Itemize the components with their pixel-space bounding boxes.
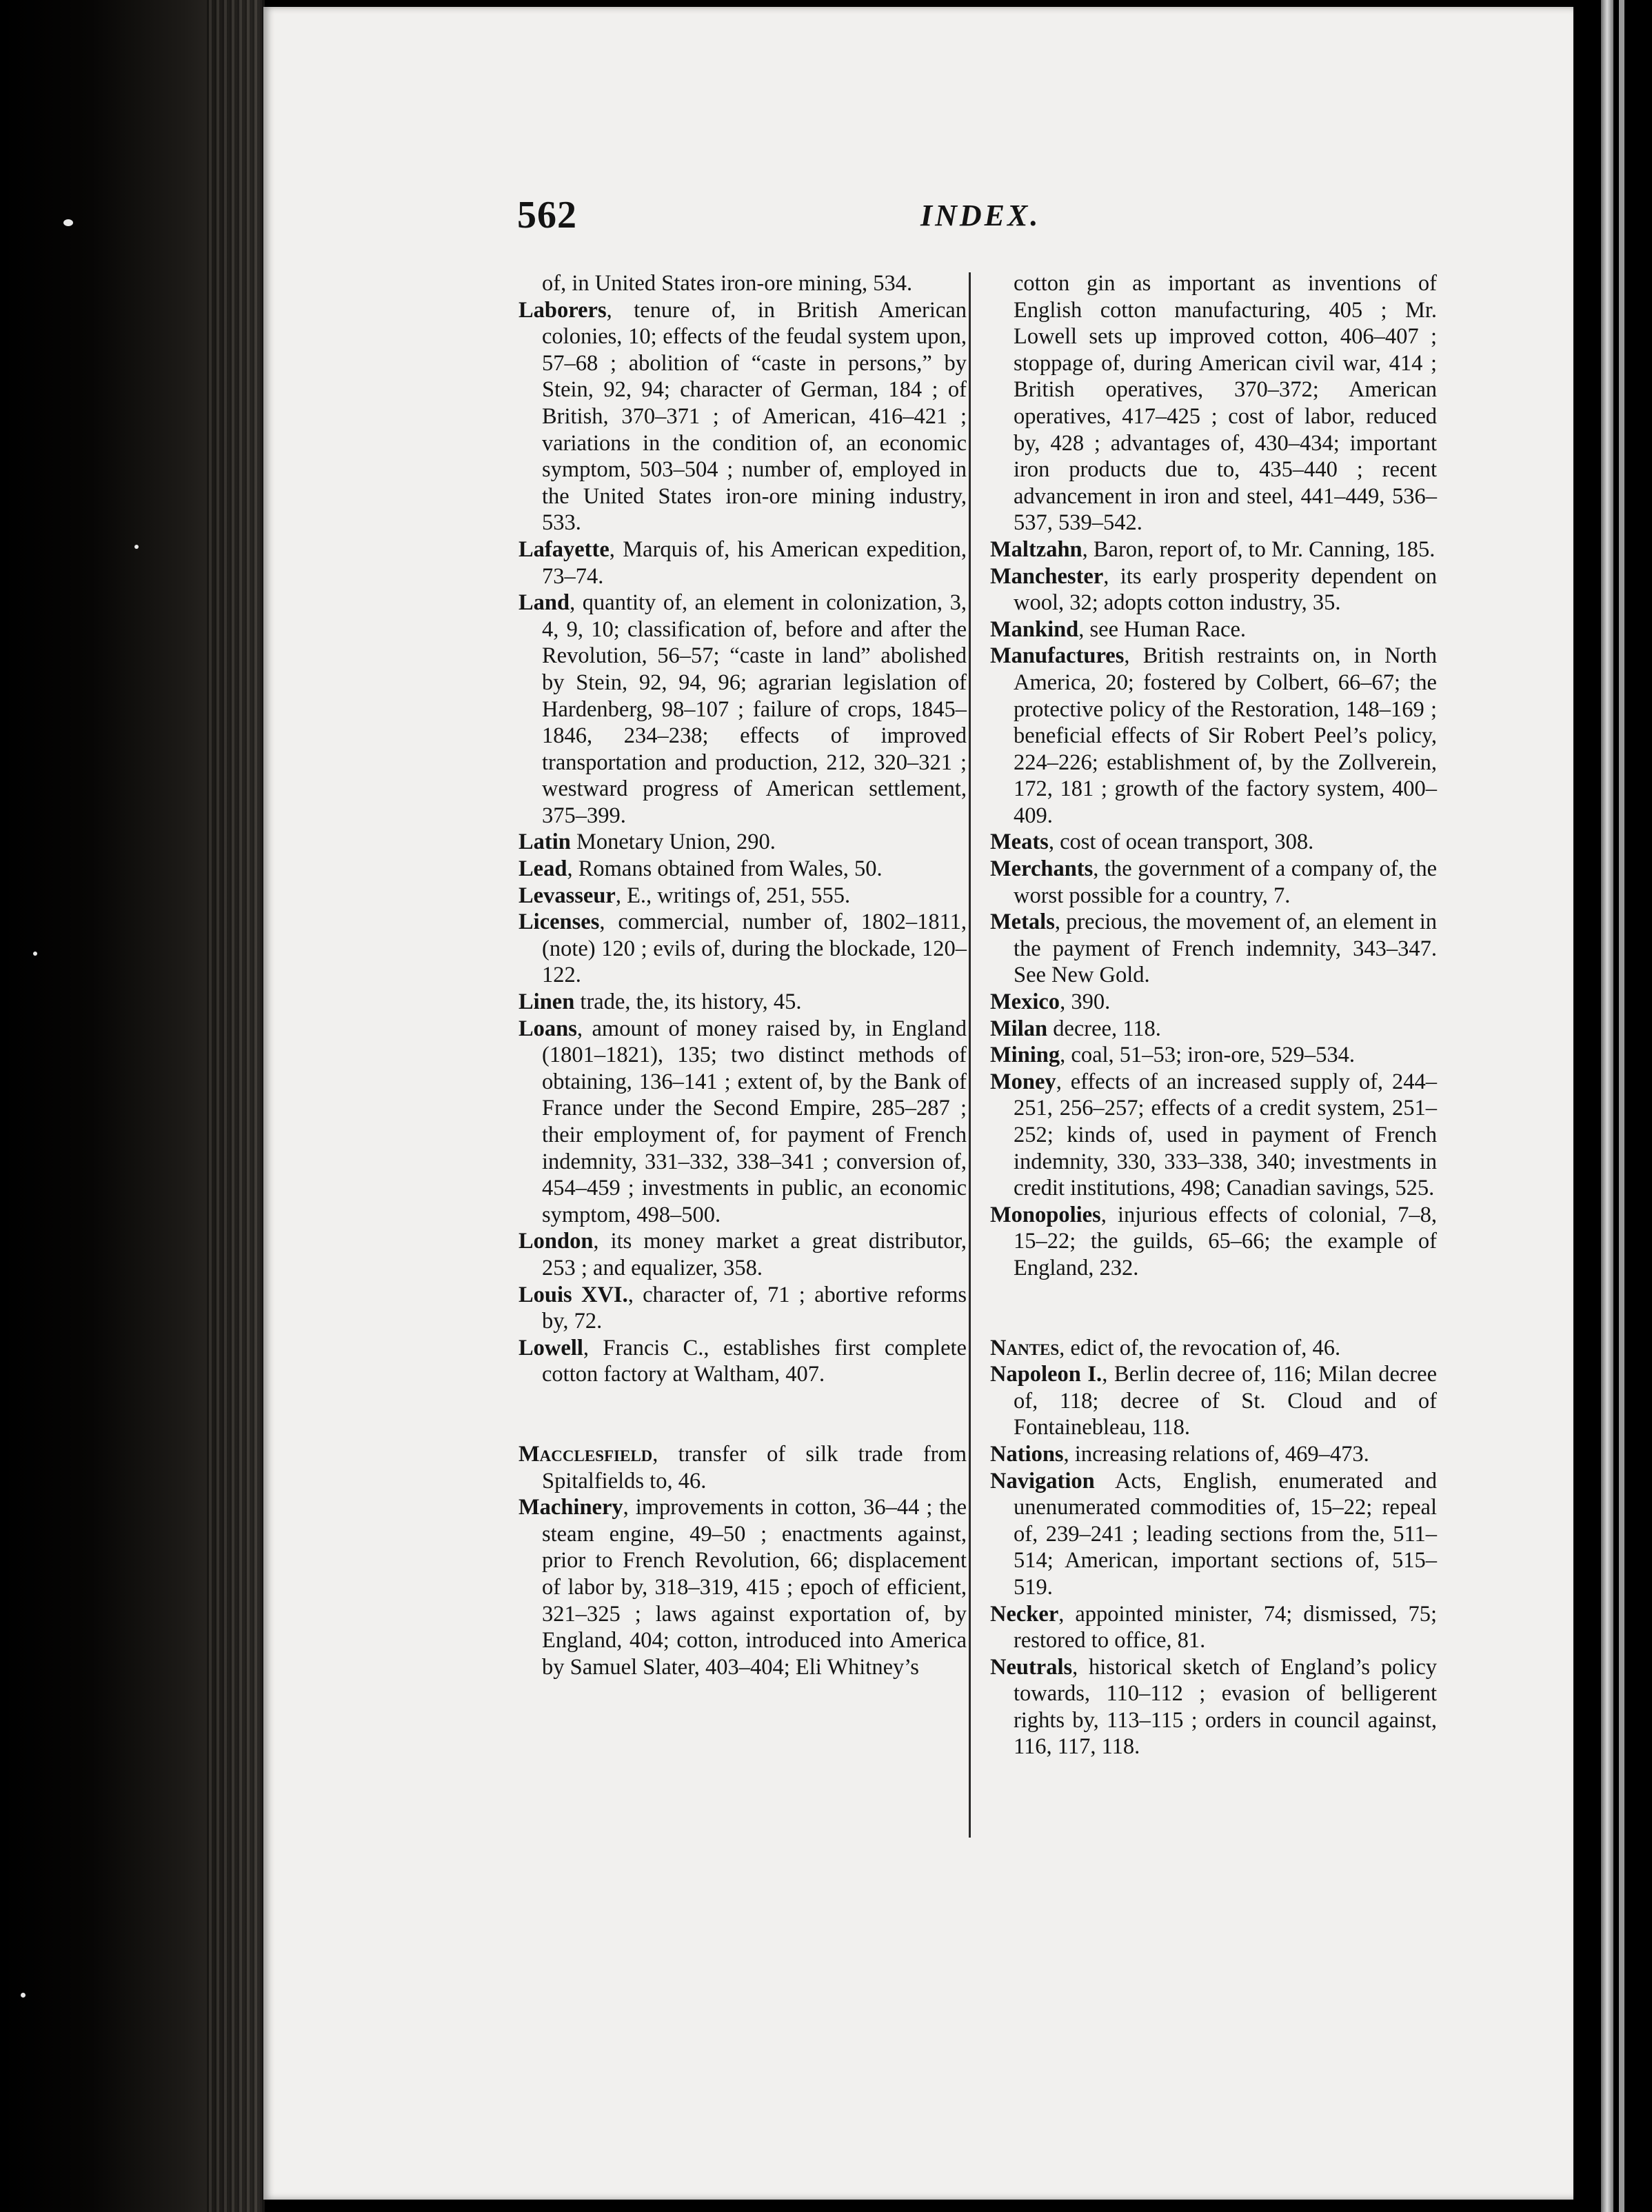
index-entry (518, 1494, 967, 1680)
index-entry-heading: Necker (990, 1601, 1059, 1627)
dust-speck (33, 952, 37, 956)
index-entry (518, 590, 967, 829)
index-entry (518, 989, 967, 1016)
index-entry (990, 1069, 1437, 1202)
index-entry-text: , its money market a great distributor, 253 ; and equalizer, 358. (542, 1229, 967, 1280)
dust-speck (134, 545, 139, 549)
index-entry-text: , character of, 71 ; abortive reforms by, 72. (542, 1282, 967, 1334)
right-page-edge (1573, 0, 1652, 2212)
index-entry-text: trade, the, its history, 45. (574, 989, 802, 1015)
index-entry (990, 1202, 1437, 1282)
section-gap (518, 1388, 967, 1441)
index-entry (518, 1228, 967, 1281)
index-entry-heading: Laborers (518, 297, 607, 323)
index-entry-text: , injurious effects of colonial, 7–8, 15–22; the guilds, 65–66; the example of England, 232. (1014, 1202, 1437, 1280)
dust-speck (63, 219, 73, 226)
index-entry (990, 1361, 1437, 1441)
index-entry-heading: Manchester (990, 563, 1104, 589)
index-entry-text: , improvements in cotton, 36–44 ; the steam engine, 49–50 ; enactments against, prior to French Revolution, 66; displacement of labor by, 318–319, 415 ; epoch of efficient, 321–325 ; laws against exportation of, by England, 404; cotton, introduced into America by Samuel Slater, 403–404; Eli Whitney’s (542, 1495, 967, 1680)
index-entry (518, 1016, 967, 1229)
index-entry (518, 297, 967, 536)
index-entry-heading: Neutrals (990, 1654, 1073, 1680)
index-entry (990, 909, 1437, 989)
index-entry-text: , Francis C., establishes first complete cotton factory at Waltham, 407. (542, 1335, 967, 1387)
index-entry-text: , Berlin decree of, 116; Milan decree of, 118; decree of St. Cloud and of Fontainebleau, 118. (1014, 1362, 1437, 1440)
index-entry-text: , quantity of, an element in colonization, 3, 4, 9, 10; classification of, before and after the Revolution, 56–57; “caste in land” abolished by Stein, 92, 94, 96; agrarian legislation of Hardenberg, 98–107 ; failure of crops, 1845–1846, 234–238; effects of improved transportation and production, 212, 320–321 ; westward progress of American settlement, 375–399. (542, 590, 967, 828)
index-entry-heading: Mankind (990, 616, 1079, 642)
index-entry (990, 1016, 1437, 1043)
index-entry-heading: Levasseur (518, 883, 616, 908)
index-entry-text: , historical sketch of England’s policy towards, 110–112 ; evasion of belligerent rights by, 113–115 ; orders in council against, 116, 117, 118. (1014, 1654, 1437, 1760)
index-entry-text: , appointed minister, 74; dismissed, 75; restored to office, 81. (1014, 1601, 1437, 1653)
index-entry-heading: Meats (990, 830, 1049, 855)
index-entry-text: , increasing relations of, 469–473. (1063, 1441, 1369, 1467)
index-entry (990, 1468, 1437, 1601)
index-entry (518, 1441, 967, 1494)
index-entry (990, 989, 1437, 1016)
index-entry-text: , amount of money raised by, in England (1801–1821), 135; two distinct methods of obtaining, 136–141 ; extent of, by the Bank of France under the Second Empire, 285–287 ; their employment of, for payment of French indemnity, 331–332, 338–341 ; conversion of, 454–459 ; investments in public, an economic symptom, 498–500. (542, 1016, 967, 1227)
index-entry-text: , edict of, the revocation of, 46. (1059, 1335, 1341, 1360)
index-entry-heading: Manufactures (990, 643, 1125, 669)
index-entry (518, 1282, 967, 1335)
index-entry-text: , tenure of, in British American colonies, 10; effects of the feudal system upon, 57–68 ; abolition of “caste in persons,” by Stein, 92, 94; character of German, 184 ; of British, 370–371 ; of American, 416–421 ; variations in the condition of, an economic symptom, 503–504 ; number of, employed in the United States iron-ore mining industry, 533. (542, 297, 967, 536)
index-entry-heading: Loans (518, 1016, 577, 1041)
index-entry-text: , Baron, report of, to Mr. Canning, 185. (1082, 536, 1436, 562)
index-entry-text: decree, 118. (1047, 1016, 1161, 1041)
index-entry (990, 1654, 1437, 1760)
index-entry-text: , British restraints on, in North America, 20; fostered by Colbert, 66–67; the protective policy of the Restoration, 148–169 ; beneficial effects of Sir Robert Peel’s policy, 224–226; establishment of, by the Zollverein, 172, 181 ; growth of the factory system, 400–409. (1014, 643, 1437, 828)
index-entry (518, 829, 967, 856)
index-entry-heading: Mining (990, 1043, 1060, 1068)
index-entry (990, 536, 1437, 563)
index-entry-heading: Land (518, 590, 570, 616)
index-entry-heading: Napoleon I. (990, 1362, 1102, 1387)
index-entry-text: , E., writings of, 251, 555. (615, 883, 851, 908)
page-number: 562 (517, 194, 577, 237)
index-entry (518, 536, 967, 590)
index-entry (990, 1042, 1437, 1069)
index-entry (518, 909, 967, 989)
index-entry-heading: Louis XVI. (518, 1282, 628, 1307)
index-entry (990, 829, 1437, 856)
index-entry (990, 1335, 1437, 1362)
index-entry-heading: Lead (518, 856, 567, 882)
index-column-left (518, 270, 967, 1680)
column-divider (969, 272, 971, 1838)
index-entry (518, 270, 967, 297)
index-entry-text: , see Human Race. (1078, 616, 1247, 642)
index-entry-heading: Milan (990, 1016, 1048, 1041)
index-entry-heading: Nations (990, 1441, 1064, 1467)
page-title: INDEX. (920, 199, 1041, 232)
index-entry-text: , precious, the movement of, an element in the payment of French indemnity, 343–347. See New Gold. (1014, 909, 1437, 988)
index-entry (990, 856, 1437, 909)
index-entry-text: Acts, English, enumerated and unenumerated commodities of, 15–22; repeal of, 239–241 ; leading sections from the, 511–514; American, important sections of, 515–519. (1014, 1468, 1437, 1600)
index-entry-text: , commercial, number of, 1802–1811, (note) 120 ; evils of, during the blockade, 120–122. (542, 909, 967, 988)
index-entry-text: , coal, 51–53; iron-ore, 529–534. (1060, 1043, 1355, 1068)
index-entry (990, 563, 1437, 616)
index-entry-text: of, in United States iron-ore mining, 534. (542, 271, 913, 296)
index-entry (518, 1335, 967, 1388)
index-entry (518, 883, 967, 909)
index-entry-heading: London (518, 1229, 594, 1254)
index-entry-heading: Maltzahn (990, 536, 1082, 562)
page-edge-strip (1601, 0, 1613, 2212)
index-entry (990, 270, 1437, 536)
index-entry-text: , its early prosperity dependent on wool, 32; adopts cotton industry, 35. (1014, 563, 1437, 616)
index-entry-heading: Monopolies (990, 1202, 1101, 1227)
index-entry-heading: Mexico (990, 989, 1060, 1015)
index-entry-heading: Licenses (518, 909, 600, 935)
index-entry (990, 643, 1437, 829)
page-edge-strip (1619, 0, 1624, 2212)
index-entry-heading: Lafayette (518, 536, 610, 562)
index-entry-text: , cost of ocean transport, 308. (1048, 830, 1314, 855)
index-entry (990, 1441, 1437, 1468)
index-entry-heading: Machinery (518, 1495, 623, 1520)
index-entry-text: Monetary Union, 290. (570, 830, 776, 855)
index-entry-heading: Latin (518, 830, 571, 855)
dust-speck (21, 1993, 26, 1998)
index-entry-heading: Merchants (990, 856, 1094, 882)
index-entry-heading: Metals (990, 909, 1055, 935)
index-entry-text: , Marquis of, his American expedition, 73–74. (542, 536, 967, 589)
index-entry-heading: Money (990, 1069, 1056, 1094)
index-entry-heading: Macclesfield (518, 1441, 653, 1467)
index-entry-heading: Nantes (990, 1335, 1060, 1360)
index-entry-text: , effects of an increased supply of, 244–251, 256–257; effects of a credit system, 251–252; kinds of, used in payment of French indemnity, 330, 333–338, 340; investments in credit institutions, 498; Canadian savings, 525. (1014, 1069, 1437, 1201)
index-entry-heading: Linen (518, 989, 575, 1015)
index-entry-text: , the government of a company of, the worst possible for a country, 7. (1014, 856, 1437, 908)
index-entry-text: , Romans obtained from Wales, 50. (567, 856, 883, 882)
index-entry (518, 856, 967, 883)
index-entry-text: , transfer of silk trade from Spitalfields to, 46. (542, 1441, 967, 1494)
section-gap (990, 1282, 1437, 1335)
index-entry (990, 1601, 1437, 1654)
index-column-right (990, 270, 1437, 1760)
index-entry-heading: Navigation (990, 1468, 1095, 1494)
spine-texture (207, 0, 269, 2212)
index-entry-heading: Lowell (518, 1335, 583, 1360)
index-entry (990, 616, 1437, 643)
index-entry-text: , 390. (1060, 989, 1111, 1015)
index-entry-text: cotton gin as important as inventions of English cotton manufacturing, 405 ; Mr. Lowell sets up improved cotton, 406–407 ; stoppage of, during American civil war, 414 ; British operatives, 370–372; American operatives, 417–425 ; cost of labor, reduced by, 428 ; advantages of, 430–434; important iron products due to, 435–440 ; recent advancement in iron and steel, 441–449, 536–537, 539–542. (1014, 271, 1437, 536)
